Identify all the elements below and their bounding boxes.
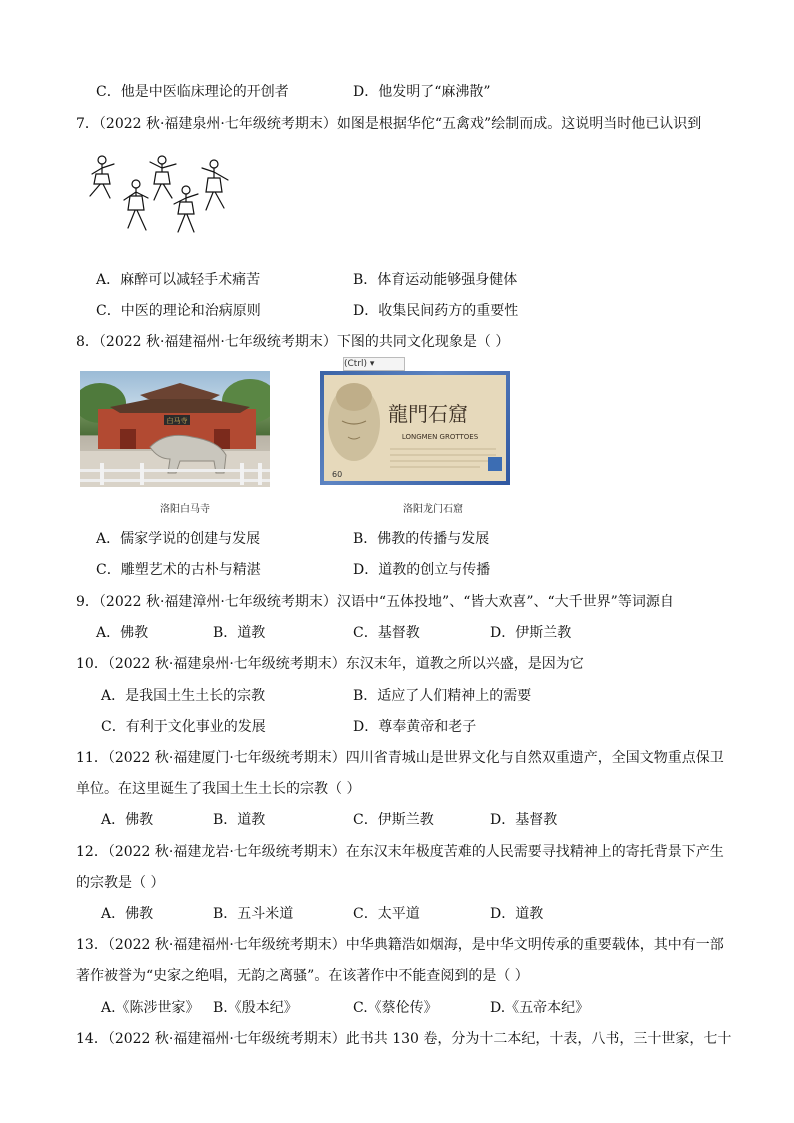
- q7-option-c[interactable]: C．中医的理论和治病原则: [96, 303, 261, 319]
- q8-option-d[interactable]: D．道教的创立与传播: [353, 562, 491, 578]
- paste-options-tooltip[interactable]: [343, 357, 405, 371]
- q13-option-d[interactable]: D.《五帝本纪》: [490, 1000, 590, 1016]
- grotto-english-text: LONGMEN GROTTOES: [401, 433, 479, 441]
- q14-stem-line1: 14．（2022 秋·福建福州·七年级统考期末）此书共 130 卷，分为十二本纪，十表，八书，三十世家，七十: [76, 1031, 732, 1047]
- q12-option-c[interactable]: C．太平道: [353, 906, 420, 922]
- q10-option-c[interactable]: C．有利于文化事业的发展: [101, 719, 266, 735]
- q12-stem-line1: 12．（2022 秋·福建龙岩·七年级统考期末）在东汉末年极度苦难的人民需要寻找精神上的寄托背景下产生: [76, 844, 724, 860]
- q11-option-b[interactable]: B．道教: [213, 812, 266, 828]
- q10-option-d[interactable]: D．尊奉黄帝和老子: [353, 719, 477, 735]
- q6-option-d[interactable]: D．他发明了“麻沸散”: [353, 84, 491, 100]
- q13-option-b[interactable]: B.《殷本纪》: [213, 1000, 298, 1016]
- q7-stem: 7．（2022 秋·福建泉州·七年级统考期末）如图是根据华佗“五禽戏”绘制而成。这说明当时他已认识到: [76, 116, 702, 132]
- q10-option-a[interactable]: A．是我国土生土长的宗教: [101, 688, 266, 704]
- tooltip-label: (Ctrl) ▾: [344, 359, 375, 369]
- q8-stem: 8．（2022 秋·福建福州·七年级统考期末）下图的共同文化现象是（ ）: [76, 334, 510, 350]
- q11-option-c[interactable]: C．伊斯兰教: [353, 812, 434, 828]
- q8-option-b[interactable]: B．佛教的传播与发展: [353, 531, 490, 547]
- temple-sign-text: 白马寺: [166, 417, 188, 425]
- q9-option-a[interactable]: A．佛教: [96, 625, 149, 641]
- q8-option-a[interactable]: A．儒家学说的创建与发展: [96, 531, 261, 547]
- q12-option-a[interactable]: A．佛教: [101, 906, 154, 922]
- caption-white-horse-temple: 洛阳白马寺: [160, 504, 210, 515]
- q11-option-a[interactable]: A．佛教: [101, 812, 154, 828]
- q13-option-a[interactable]: A.《陈涉世家》: [101, 1000, 200, 1016]
- five-animals-exercise-figure: [84, 152, 234, 240]
- white-horse-temple-photo: [80, 371, 270, 487]
- q9-option-d[interactable]: D．伊斯兰教: [490, 625, 572, 641]
- q8-option-c[interactable]: C．雕塑艺术的古朴与精湛: [96, 562, 261, 578]
- q13-stem-line2: 著作被誉为“史家之绝唱，无韵之离骚”。在该著作中不能查阅到的是（ ）: [76, 968, 529, 984]
- q10-stem: 10．（2022 秋·福建泉州·七年级统考期末）东汉末年，道教之所以兴盛，是因为它: [76, 656, 584, 672]
- q7-option-a[interactable]: A．麻醉可以减轻手术痛苦: [96, 272, 261, 288]
- q7-option-b[interactable]: B．体育运动能够强身健体: [353, 272, 518, 288]
- q11-stem-line1: 11．（2022 秋·福建厦门·七年级统考期末）四川省青城山是世界文化与自然双重遗产，全国文物重点保卫: [76, 750, 724, 766]
- q7-option-d[interactable]: D．收集民间药方的重要性: [353, 303, 519, 319]
- longmen-grottoes-photo: [320, 371, 510, 485]
- q11-stem-line2: 单位。在这里诞生了我国土生土长的宗教（ ）: [76, 781, 361, 797]
- q13-stem-line1: 13．（2022 秋·福建福州·七年级统考期末）中华典籍浩如烟海，是中华文明传承的重要载体，其中有一部: [76, 937, 724, 953]
- q9-option-c[interactable]: C．基督教: [353, 625, 420, 641]
- q12-stem-line2: 的宗教是（ ）: [76, 875, 165, 891]
- q9-option-b[interactable]: B．道教: [213, 625, 266, 641]
- q6-option-c[interactable]: C．他是中医临床理论的开创者: [96, 84, 289, 100]
- q12-option-b[interactable]: B．五斗米道: [213, 906, 294, 922]
- q10-option-b[interactable]: B．适应了人们精神上的需要: [353, 688, 532, 704]
- grotto-number-text: 60: [332, 470, 343, 479]
- q11-option-d[interactable]: D．基督教: [490, 812, 558, 828]
- q9-stem: 9．（2022 秋·福建漳州·七年级统考期末）汉语中“五体投地”、“皆大欢喜”、“大千世界”等词源自: [76, 594, 674, 610]
- caption-longmen-grottoes: 洛阳龙门石窟: [403, 504, 463, 515]
- q12-option-d[interactable]: D．道教: [490, 906, 544, 922]
- grotto-title-text: 龍門石窟: [388, 402, 468, 426]
- q13-option-c[interactable]: C.《蔡伦传》: [353, 1000, 438, 1016]
